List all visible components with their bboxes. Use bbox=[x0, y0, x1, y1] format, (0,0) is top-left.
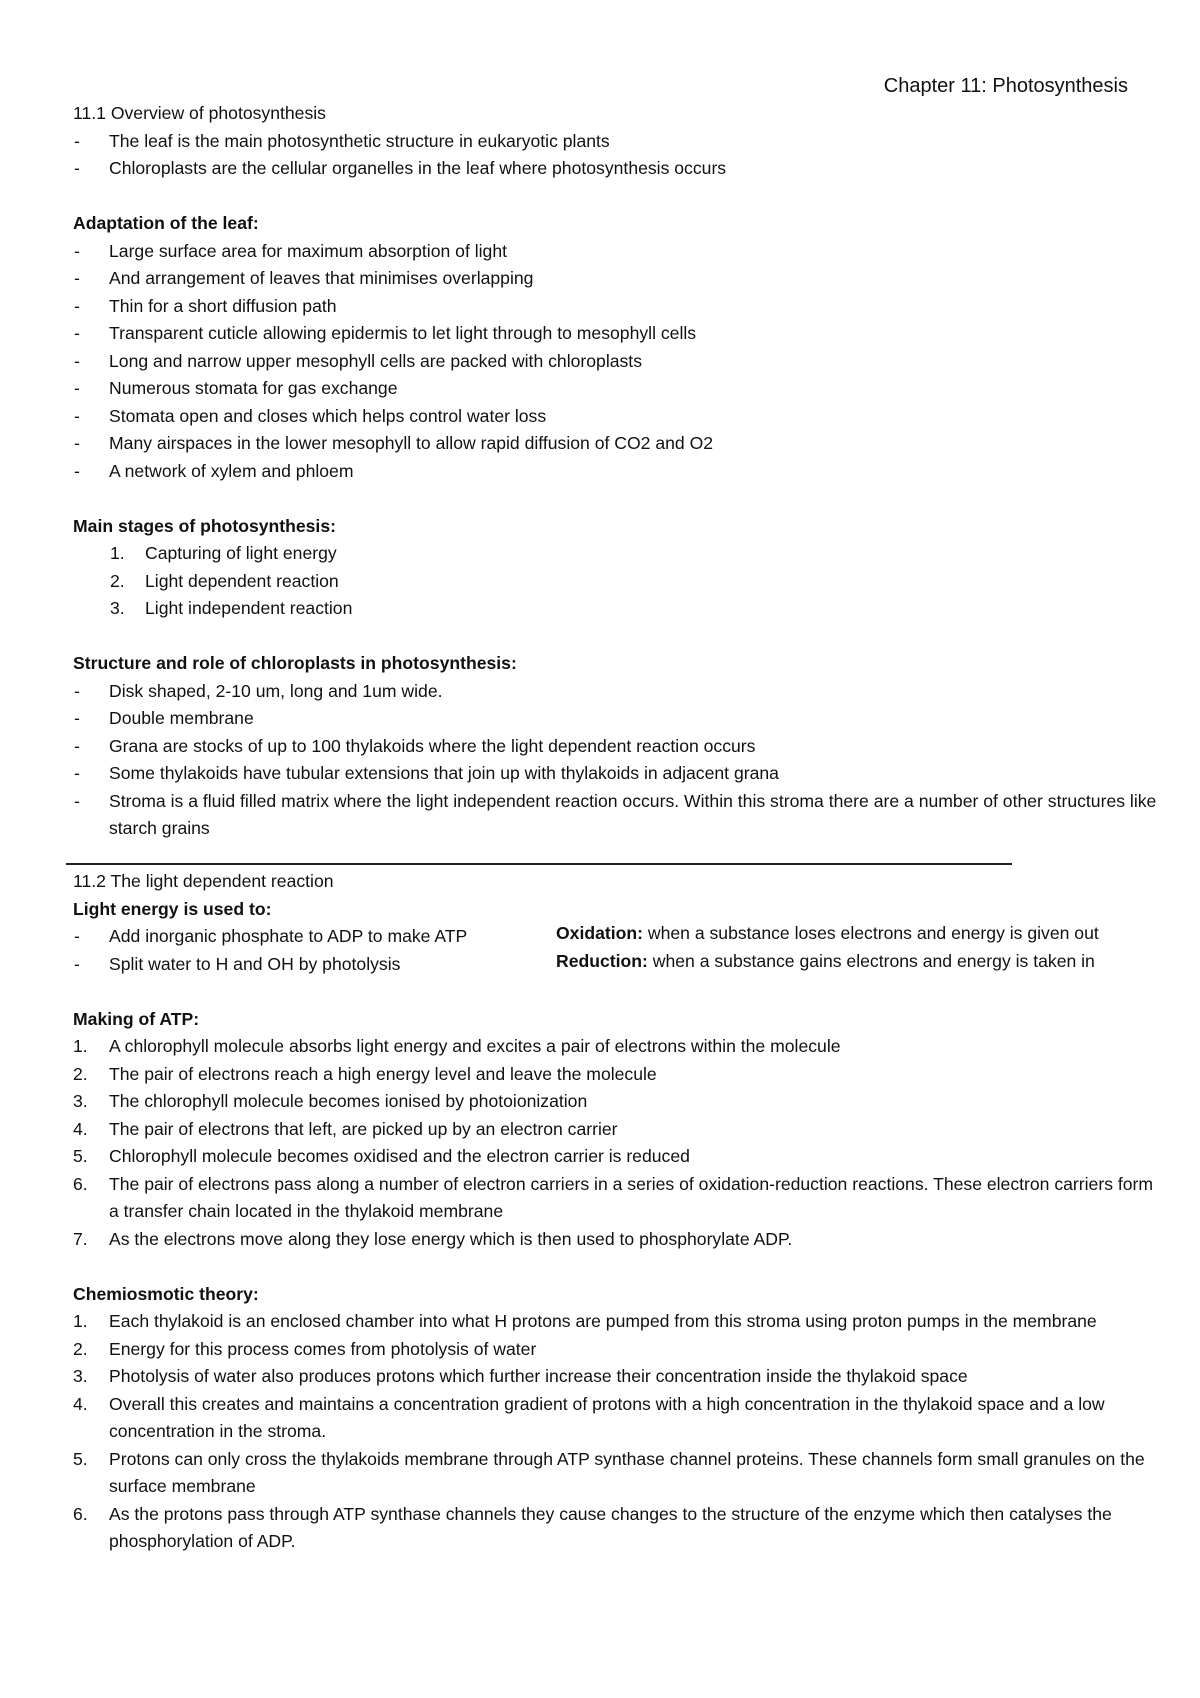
chloroplast-list bbox=[73, 678, 1157, 843]
list-item: - Thin for a short diffusion path bbox=[74, 295, 337, 316]
chemiosmotic-list bbox=[73, 1308, 1153, 1556]
list-item: 5. Chlorophyll molecule becomes oxidised and the electron carrier is reduced bbox=[73, 1146, 690, 1166]
list-item: 5. Protons can only cross the thylakoids membrane through ATP synthase channel proteins. These channels form small granules on the surface membrane bbox=[73, 1448, 1145, 1496]
list-item: 3. The chlorophyll molecule becomes ionised by photoionization bbox=[73, 1091, 588, 1111]
list-item: - Stroma is a fluid filled matrix where the light independent reaction occurs. Within this stroma there are a number of other structures like starch grains bbox=[74, 790, 1157, 838]
main-stages-list bbox=[73, 540, 1153, 623]
chemiosmotic-heading: Chemiosmotic theory: bbox=[73, 1283, 259, 1304]
section-11-1 bbox=[73, 100, 1157, 843]
reduction-definition: Reduction: when a substance gains electrons and energy is taken in bbox=[556, 950, 1095, 971]
list-item: 6. As the protons pass through ATP synthase channels they cause changes to the structure of the enzyme which then catalyses the phosphorylation of ADP. bbox=[73, 1503, 1112, 1551]
list-item: - Transparent cuticle allowing epidermis to let light through to mesophyll cells bbox=[74, 323, 697, 343]
list-item: - Double membrane bbox=[74, 708, 254, 728]
list-item: - Many airspaces in the lower mesophyll to allow rapid diffusion of CO2 and O2 bbox=[74, 433, 714, 453]
list-item: 6. The pair of electrons pass along a number of electron carriers in a series of oxidation-reduction reactions. These electron carriers form a transfer chain located in the thylakoid membrane bbox=[73, 1173, 1154, 1221]
list-item: - Long and narrow upper mesophyll cells are packed with chloroplasts bbox=[74, 350, 642, 371]
list-item: - Grana are stocks of up to 100 thylakoids where the light dependent reaction occurs bbox=[74, 735, 756, 756]
list-item: - Stomata open and closes which helps control water loss bbox=[74, 405, 547, 426]
list-item: 1. A chlorophyll molecule absorbs light energy and excites a pair of electrons within the molecule bbox=[73, 1036, 841, 1056]
list-item: 3. Photolysis of water also produces protons which further increase their concentration inside the thylakoid space bbox=[73, 1366, 968, 1386]
list-item: 2. The pair of electrons reach a high energy level and leave the molecule bbox=[73, 1063, 657, 1084]
list-item: - Disk shaped, 2-10 um, long and 1um wide. bbox=[74, 680, 443, 701]
overview-list bbox=[73, 128, 1153, 183]
list-item: - Numerous stomata for gas exchange bbox=[74, 378, 398, 398]
list-item: - Add inorganic phosphate to ADP to make ATP bbox=[74, 926, 468, 946]
dash-marker: - bbox=[74, 130, 80, 151]
list-item: - Large surface area for maximum absorption of light bbox=[74, 240, 508, 261]
list-item: 1. Each thylakoid is an enclosed chamber into what H protons are pumped from this stroma using proton pumps in the membrane bbox=[73, 1311, 1097, 1331]
chapter-title: Chapter 11: Photosynthesis bbox=[883, 75, 1128, 97]
list-item: - Split water to H and OH by photolysis bbox=[74, 953, 401, 974]
dash-marker: - bbox=[74, 158, 80, 178]
adaptation-heading: Adaptation of the leaf: bbox=[73, 213, 259, 233]
section-title: 11.1 Overview of photosynthesis bbox=[73, 103, 326, 123]
list-item: - A network of xylem and phloem bbox=[74, 460, 354, 481]
list-item: - And arrangement of leaves that minimises overlapping bbox=[74, 268, 534, 288]
light-energy-heading: Light energy is used to: bbox=[73, 898, 272, 919]
section-divider bbox=[66, 863, 1012, 865]
list-item: - The leaf is the main photosynthetic structure in eukaryotic plants bbox=[73, 128, 1153, 156]
list-item: 3. Light independent reaction bbox=[110, 598, 353, 618]
section-title: 11.2 The light dependent reaction bbox=[73, 871, 334, 891]
main-stages-heading: Main stages of photosynthesis: bbox=[73, 515, 336, 536]
list-item: 4. Overall this creates and maintains a concentration gradient of protons with a high concentration in the thylakoid space and a low concentration in the stroma. bbox=[73, 1393, 1105, 1441]
list-item: - Some thylakoids have tubular extensions that join up with thylakoids in adjacent grana bbox=[74, 763, 779, 783]
light-energy-list bbox=[73, 923, 543, 978]
oxidation-definition: Oxidation: when a substance loses electrons and energy is given out bbox=[556, 923, 1099, 943]
atp-list bbox=[73, 1033, 1153, 1253]
list-item: 2. Light dependent reaction bbox=[110, 570, 339, 591]
list-item: 2. Energy for this process comes from photolysis of water bbox=[73, 1338, 537, 1359]
list-item: 4. The pair of electrons that left, are picked up by an electron carrier bbox=[73, 1118, 618, 1139]
list-item: - Chloroplasts are the cellular organelles in the leaf where photosynthesis occurs bbox=[73, 155, 1153, 183]
adaptation-list bbox=[73, 238, 1153, 486]
list-item: 7. As the electrons move along they lose energy which is then used to phosphorylate ADP. bbox=[73, 1228, 793, 1249]
redox-definitions bbox=[556, 920, 1196, 975]
list-item: 1. Capturing of light energy bbox=[110, 543, 337, 563]
atp-heading: Making of ATP: bbox=[73, 1008, 200, 1029]
chloroplast-heading: Structure and role of chloroplasts in photosynthesis: bbox=[73, 653, 517, 673]
